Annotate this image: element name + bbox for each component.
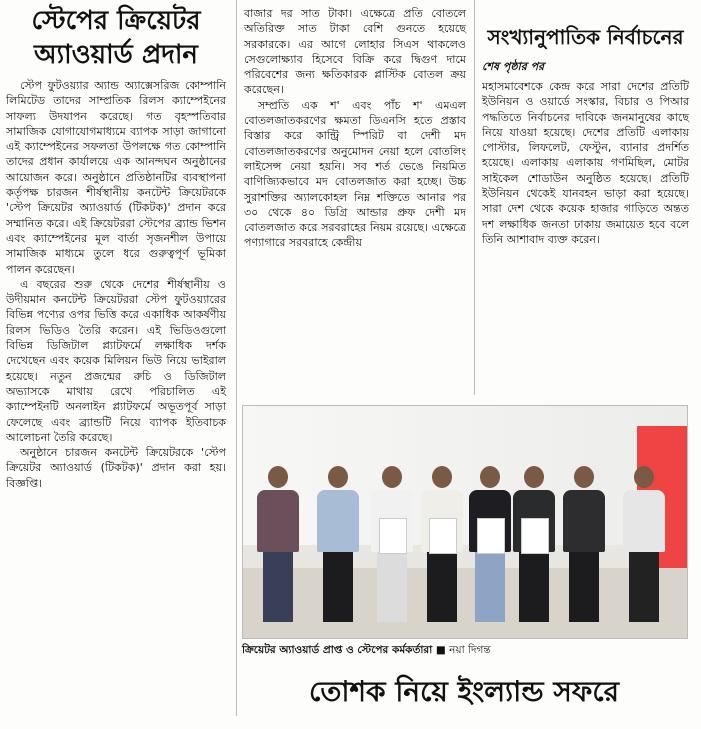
- article-continued: [240, 0, 470, 395]
- article-body: [478, 79, 693, 247]
- person-figure: [511, 466, 557, 622]
- caption-text: ক্রিয়েটর অ্যাওয়ার্ড প্রাপ্ত ও স্টেপের কর্মকর্তারা: [242, 644, 433, 656]
- paragraph: সম্প্রতি এক শ' এবং পাঁচ শ' এমএল বোতলজাতকরণের ক্ষমতা ডিএনসি হতে প্রস্তাব বিস্তার করে কান্ট্রি স্পিরিট বা দেশী মদ বোতলজাতকরণের অনুমোদন নেয়া হলে বোতলিং লাইসেন্স নেয়া হয়নি। সব শর্ত ভেঙে নিয়মিত বাণিজ্যিকভাবে মদ বোতলজাত করা হচ্ছে। উচ্চ সুরাশক্তির অ্যালকোহল নিম্ন শক্তিতে আনার পর ৩০ থেকে ৪০ ডিগ্রি আন্ডার প্রুফ দেশী মদ বোতলজাত করে সরবরাহের নিয়ম রয়েছে। এক্ষেত্রে পণ্যাগারে সরবরাহে কেন্দ্রীয়: [244, 98, 466, 250]
- article-proportional-election: [478, 0, 693, 395]
- article-headline: সংখ্যানুপাতিক নির্বাচনের: [487, 25, 684, 49]
- person-figure: [467, 466, 513, 622]
- award-photo: [242, 405, 688, 639]
- bottom-headline: তোশক নিয়ে ইংল্যান্ড সফরে: [308, 675, 620, 708]
- person-figure: [315, 466, 361, 622]
- paragraph: মহাসমাবেশকে কেন্দ্র করে সারা দেশের প্রতিটি ইউনিয়ন ও ওয়ার্ডে সংস্কার, বিচার ও পিআর পদ্ধতিতে নির্বাচনের দাবিকে জনমানুষের কাছে নিয়ে যাওয়া হয়েছে। দেশের প্রতিটি এলাকায় পোস্টার, লিফলেট, ফেস্টুন, ব্যানার প্রদর্শিত হয়েছে। এলাকায় এলাকায় গণমিছিল, মোটর সাইকেল শোডাউন অনুষ্ঠিত হয়েছে। প্রতিটি ইউনিয়ন থেকেই যানবহন ভাড়া করা হয়েছে। সারা দেশ থেকে কয়েক হাজার গাড়িতে অন্তত দশ লক্ষাধিক জনতা ঢাকায় জমায়েত হবে বলে তিনি আশাবাদ ব্যক্ত করেন।: [482, 80, 689, 246]
- paragraph: অনুষ্ঠানে চারজন কনটেন্ট ক্রিয়েটরকে 'স্টেপ ক্রিয়েটর অ্যাওয়ার্ড (টিকটক)' প্রদান করা হয়। বিজ্ঞপ্তি।: [6, 446, 226, 490]
- paragraph: স্টেপ ফুটওয়্যার অ্যান্ড অ্যাক্সেসরিজ কোম্পানি লিমিটেড তাদের সাম্প্রতিক রিলস ক্যাম্পেইনের সাফল্য উদযাপন করেছে। গত বৃহস্পতিবার সামাজিক যোগাযোগমাধ্যমে ব্যাপক সাড়া জাগানো এই ক্যাম্পেইনের সফলতা উপলক্ষে গত কোম্পানি তাদের প্রধান কার্যালয়ে এক আনন্দঘন অনুষ্ঠানের আয়োজন করে। অনুষ্ঠানে প্রতিষ্ঠানটির ব্যবস্থাপনা কর্তৃপক্ষ চারজন শীর্ষস্থানীয় কনটেন্ট ক্রিয়েটরকে 'স্টেপ ক্রিয়েটর অ্যাওয়ার্ড (টিকটক)' প্রদান করে সম্মানিত করে। এই ক্রিয়েটররা স্টেপের ব্র্যান্ড ভিশন এবং ক্যাম্পেইনের মূল বার্তা সৃজনশীল উপায়ে সামাজিক মাধ্যমে তুলে ধরে গুরুত্বপূর্ণ ভূমিকা পালন করেছেন।: [6, 79, 226, 276]
- paragraph: বাজার দর সাত টাকা। এক্ষেত্রে প্রতি বোতলে অতিরিক্ত সাত টাকা বেশি গুনতে হয়েছে সরকারকে। এর আগে লোহার সিএস থাকলেও সেগুলোক্ষ্যাব হিসেবে বিক্রি করে দ্বিগুণ দামে পরিবেশের জন্য ক্ষতিকারক প্লাস্টিক বোতল ক্রয় করেছেন।: [244, 7, 466, 97]
- paragraph: এ বছরের শুরু থেকে দেশের শীর্ষস্থানীয় ও উদীয়মান কনটেন্ট ক্রিয়েটররা স্টেপ ফুটওয়্যারের বিভিন্ন পণ্যের ওপর ভিত্তি করে একাধিক আকর্ষণীয় রিলস ভিডিও তৈরি করেন। এই ভিডিওগুলো বিভিন্ন ডিজিটাল প্ল্যাটফর্মে লক্ষাধিক দর্শক দেখেছেন এবং কয়েক মিলিয়ন ভিউ নিয়ে ভাইরাল হয়েছে। নতুন প্রজন্মের রুচি ও ডিজিটাল অভ্যাসকে মাথায় রেখে পরিচালিত এই ক্যাম্পেইনটি অনলাইন প্ল্যাটফর্মে অভূতপূর্ব সাড়া ফেলেছে এবং ব্র্যান্ডটি নিয়ে ব্যাপক ইতিবাচক আলোচনা তৈরি করেছে।: [6, 277, 226, 444]
- person-figure: [561, 466, 607, 622]
- photo-credit: ■ নয়া দিগন্ত: [435, 644, 491, 656]
- column-divider: [474, 0, 475, 395]
- article-body: [240, 0, 470, 251]
- photo-caption: [242, 643, 686, 660]
- column-divider: [236, 0, 237, 716]
- continuation-label: শেষ পৃষ্ঠার পর: [482, 60, 545, 73]
- person-figure: [621, 466, 667, 622]
- article-headline: স্টেপের ক্রিয়েটর অ্যাওয়ার্ড প্রদান: [31, 6, 201, 70]
- article-step-award: [0, 0, 232, 716]
- person-figure: [419, 466, 465, 622]
- person-figure: [369, 466, 415, 622]
- person-figure: [255, 466, 301, 622]
- article-body: [0, 78, 232, 491]
